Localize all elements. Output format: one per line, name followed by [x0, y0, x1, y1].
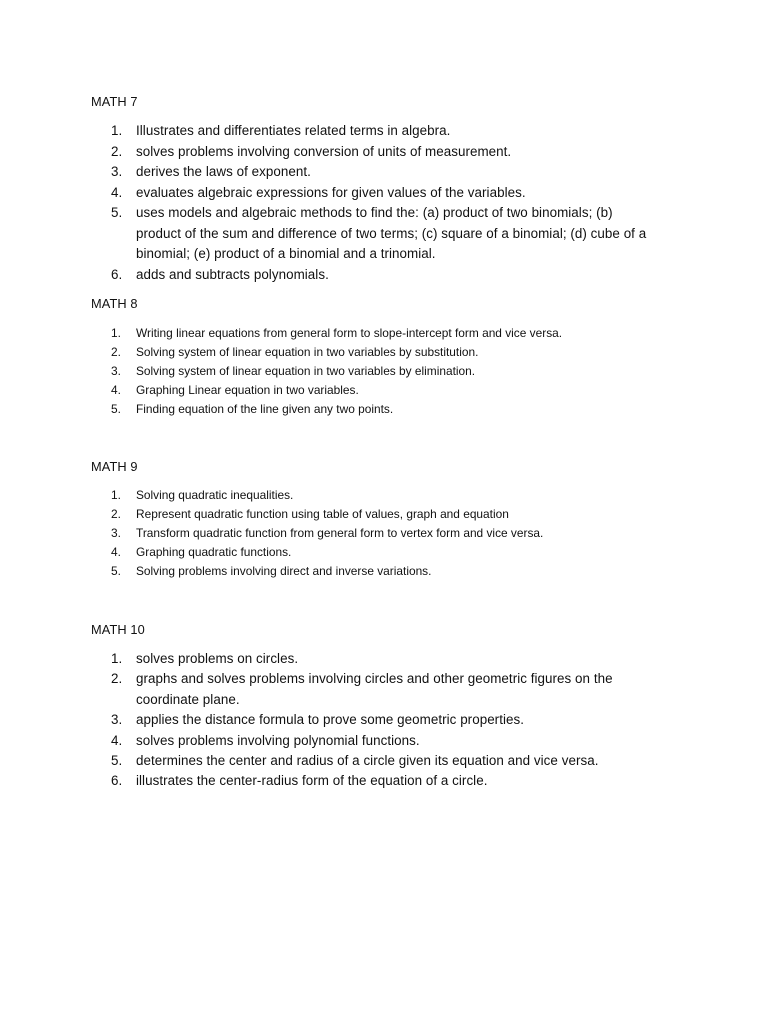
list-item-number: 2.: [111, 143, 123, 159]
list-item-number: 4.: [111, 184, 123, 200]
list-item-number: 4.: [111, 732, 123, 748]
list-item-text: product of the sum and difference of two terms; (c) square of a binomial; (d) cube of a: [136, 225, 647, 241]
list-item-text: Solving quadratic inequalities.: [136, 488, 294, 502]
list-item-number: 2.: [111, 345, 121, 360]
list-item-text: solves problems involving conversion of units of measurement.: [136, 143, 512, 159]
list-item-text: illustrates the center-radius form of the equation of a circle.: [136, 773, 488, 789]
list-item-text: binomial; (e) product of a binomial and a trinomial.: [136, 246, 436, 261]
list-item-number: 1.: [111, 123, 123, 138]
section-heading: MATH 9: [91, 459, 138, 474]
list-item-text: determines the center and radius of a circle given its equation and vice versa.: [136, 753, 599, 768]
list-item-number: 1.: [111, 326, 121, 340]
list-item-number: 4.: [111, 545, 121, 560]
section-heading: MATH 7: [91, 94, 138, 109]
list-item-number: 2.: [111, 671, 123, 687]
list-item-number: 1.: [111, 488, 121, 502]
list-item-number: 5.: [111, 753, 123, 768]
list-item-text: Finding equation of the line given any two points.: [136, 402, 394, 417]
list-item-number: 3.: [111, 364, 121, 379]
list-item-text: coordinate plane.: [136, 691, 240, 707]
section-heading: MATH 10: [91, 622, 145, 637]
list-item-number: 3.: [111, 712, 123, 728]
list-item-number: 5.: [111, 564, 121, 579]
list-item-number: 2.: [111, 507, 121, 522]
list-item-text: solves problems on circles.: [136, 651, 299, 666]
list-item-number: 6.: [111, 773, 123, 789]
list-item-text: Solving system of linear equation in two variables by substitution.: [136, 345, 479, 360]
list-item-number: 6.: [111, 266, 123, 282]
list-item-text: adds and subtracts polynomials.: [136, 266, 329, 282]
list-item-text: Solving problems involving direct and inverse variations.: [136, 564, 432, 579]
section-heading: MATH 8: [91, 296, 138, 311]
list-item-number: 3.: [111, 526, 121, 541]
list-item-text: Writing linear equations from general form to slope-intercept form and vice versa.: [136, 326, 563, 340]
list-item-number: 1.: [111, 651, 123, 666]
list-item-text: derives the laws of exponent.: [136, 164, 311, 179]
list-item-text: Represent quadratic function using table of values, graph and equation: [136, 507, 509, 522]
list-item-text: applies the distance formula to prove some geometric properties.: [136, 712, 525, 728]
list-item-text: Solving system of linear equation in two variables by elimination.: [136, 364, 476, 379]
list-item-text: Transform quadratic function from general form to vertex form and vice versa.: [136, 526, 544, 541]
list-item-text: evaluates algebraic expressions for given values of the variables.: [136, 184, 526, 200]
list-item-text: graphs and solves problems involving circles and other geometric figures on the: [136, 671, 613, 687]
list-item-number: 5.: [111, 402, 121, 417]
list-item-text: solves problems involving polynomial functions.: [136, 732, 420, 748]
list-item-text: Illustrates and differentiates related terms in algebra.: [136, 123, 451, 138]
list-item-number: 3.: [111, 164, 123, 179]
list-item-text: Graphing quadratic functions.: [136, 545, 292, 560]
list-item-number: 5.: [111, 205, 123, 220]
list-item-text: Graphing Linear equation in two variables.: [136, 383, 359, 398]
list-item-number: 4.: [111, 383, 121, 398]
list-item-text: uses models and algebraic methods to find the: (a) product of two binomials; (b): [136, 205, 613, 220]
